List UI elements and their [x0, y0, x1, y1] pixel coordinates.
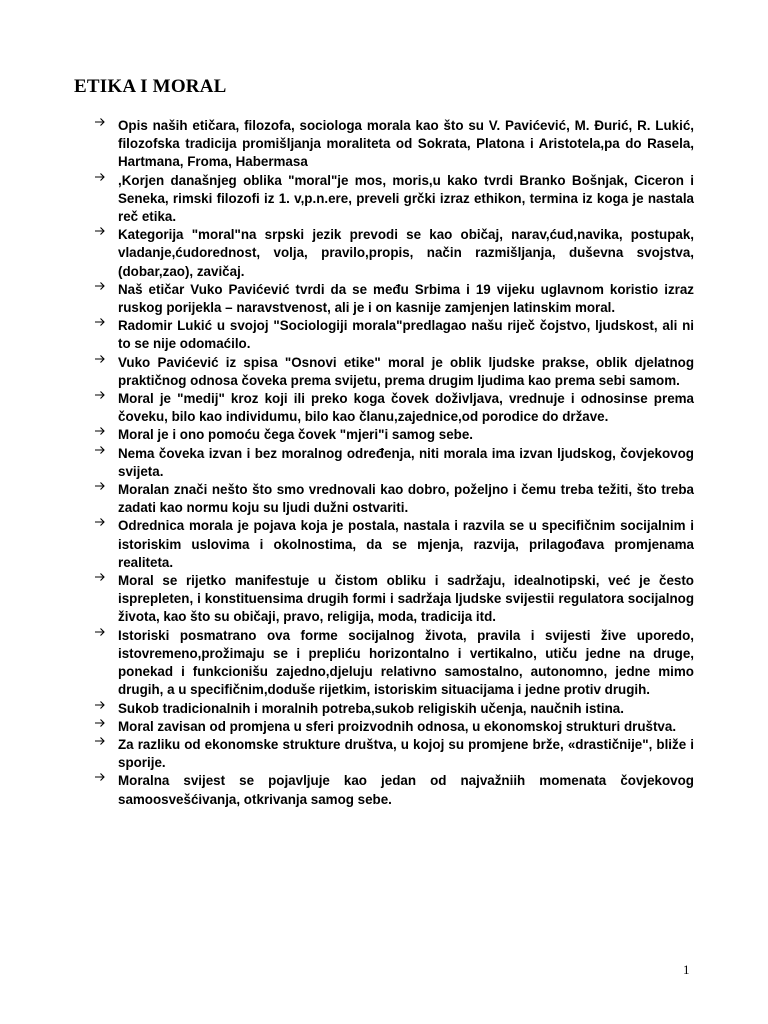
- list-item: [94, 700, 694, 718]
- arrow-right-icon: [94, 697, 108, 709]
- list-item-text: Moral se rijetko manifestuje u čistom obliku i sadržaju, idealnotipski, već je često isprepleten, i konstituensima drugih formi i sadržaja ljudske svijestii regulatora socijalnog života, kao što su običaji, pravo, religija, moda, tradicija itd.: [118, 573, 694, 625]
- arrow-right-icon: [94, 114, 108, 126]
- list-item: [94, 117, 694, 172]
- arrow-right-icon: [94, 423, 108, 435]
- list-item-text: Naš etičar Vuko Pavićević tvrdi da se među Srbima i 19 vijeku uglavnom koristio izraz ruskog porijekla – naravstvenost, ali je i on kasnije zamjenjen latinskim moral.: [118, 281, 694, 316]
- list-item: [94, 172, 694, 227]
- list-item-text: Sukob tradicionalnih i moralnih potreba,sukob religiskih učenja, naučnih istina.: [118, 700, 624, 716]
- page-title: ETIKA I MORAL: [74, 76, 227, 97]
- arrow-right-icon: [94, 387, 108, 399]
- arrow-right-icon: [94, 314, 108, 326]
- list-item: [94, 718, 694, 736]
- list-item: [94, 390, 694, 426]
- list-item-text: Moral je i ono pomoću čega čovek "mjeri"i samog sebe.: [118, 427, 474, 443]
- list-item-text: Istoriski posmatrano ova forme socijalnog života, pravila i svijesti žive uporedo, istovremeno,prožimaju se i prepliću horizontalno i vertikalno, utiču jedne na druge, ponekad i funkcionišu zajedno,djeluju relativno samostalno, autonomno, jedne mimo drugih, a u specifičnim,doduše rijetkim, istoriskim situacijama i jedne protiv drugih.: [118, 627, 694, 698]
- list-item: [94, 736, 694, 772]
- bullet-list: [94, 117, 694, 809]
- list-item-text: Moralan znači nešto što smo vrednovali kao dobro, poželjno i čemu treba težiti, što treba zadati kao normu koju su ljudi dužni ostvariti.: [118, 482, 694, 516]
- list-item-text: Kategorija "moral"na srpski jezik prevodi se kao običaj, narav,ćud,navika, postupak, vladanje,ćudorednost, volja, pravilo,propis, način razmišljanja, duševna svojstva,(dobar,zao), zavičaj.: [118, 227, 694, 279]
- arrow-right-icon: [94, 223, 108, 235]
- list-item-text: Nema čoveka izvan i bez moralnog određenja, niti morala ima izvan ljudskog, čovjekovog svijeta.: [118, 445, 694, 479]
- list-item-text: Moral je "medij" kroz koji ili preko koga čovek doživljava, vrednuje i odnosinse prema čoveku, bilo kao individumu, bilo kao članu,zajednice,od porodice do države.: [118, 391, 694, 425]
- arrow-right-icon: [94, 715, 108, 727]
- arrow-right-icon: [94, 514, 108, 526]
- list-item-text: Odrednica morala je pojava koja je postala, nastala i razvila se u specifičnim socijalnim i istoriskim uslovima i okolnostima, da se mjenja, razvija, prilagođava promjenama realiteta.: [118, 518, 694, 570]
- arrow-right-icon: [94, 733, 108, 745]
- list-item-text: Opis naših etičara, filozofa, sociologa morala kao što su V. Pavićević, M. Đurić, R. Lukić, filozofska tradicija promišljanja moraliteta od Sokrata, Platona i Aristotela,pa do Rasela, Hartmana, Froma, Habermasa: [118, 118, 694, 170]
- list-item: [94, 426, 694, 444]
- arrow-right-icon: [94, 169, 108, 181]
- arrow-right-icon: [94, 351, 108, 363]
- list-item-text: ,Korjen današnjeg oblika "moral"je mos, moris,u kako tvrdi Branko Bošnjak, Ciceron i Seneka, rimski filozofi iz 1. v,p.n.ere, preveli grčki izraz ethikon, termina iz koga je nastala reč etika.: [118, 172, 694, 225]
- list-item-text: Za razliku od ekonomske strukture društva, u kojoj su promjene brže, «drastičnije", bliže i sporije.: [118, 736, 694, 771]
- list-item-text: Moralna svijest se pojavljuje kao jedan od najvažniih momenata čovjekovog samoosvešćivanja, otkrivanja samog sebe.: [118, 773, 694, 807]
- list-item: [94, 281, 694, 317]
- list-item: [94, 354, 694, 390]
- list-item: [94, 445, 694, 481]
- arrow-right-icon: [94, 278, 108, 290]
- list-item: [94, 772, 694, 808]
- arrow-right-icon: [94, 442, 108, 454]
- arrow-right-icon: [94, 624, 108, 636]
- list-item-text: Vuko Pavićević iz spisa "Osnovi etike" moral je oblik ljudske prakse, oblik djelatnog praktičnog odnosa čoveka prema svijetu, prema drugim ljudima kao prema sebi samom.: [118, 354, 694, 388]
- list-item: [94, 627, 694, 700]
- list-item: [94, 517, 694, 572]
- arrow-right-icon: [94, 769, 108, 781]
- list-item: [94, 572, 694, 627]
- list-item: [94, 481, 694, 517]
- list-item: [94, 226, 694, 281]
- arrow-right-icon: [94, 569, 108, 581]
- list-item: [94, 317, 694, 353]
- arrow-right-icon: [94, 478, 108, 490]
- page-number: 1: [683, 962, 690, 977]
- list-item-text: Moral zavisan od promjena u sferi proizvodnih odnosa, u ekonomskoj strukturi društva.: [118, 718, 677, 734]
- list-item-text: Radomir Lukić u svojoj "Sociologiji morala"predlagao našu riječ čojstvo, ljudskost, ali ni to se nije odomaćilo.: [118, 318, 694, 352]
